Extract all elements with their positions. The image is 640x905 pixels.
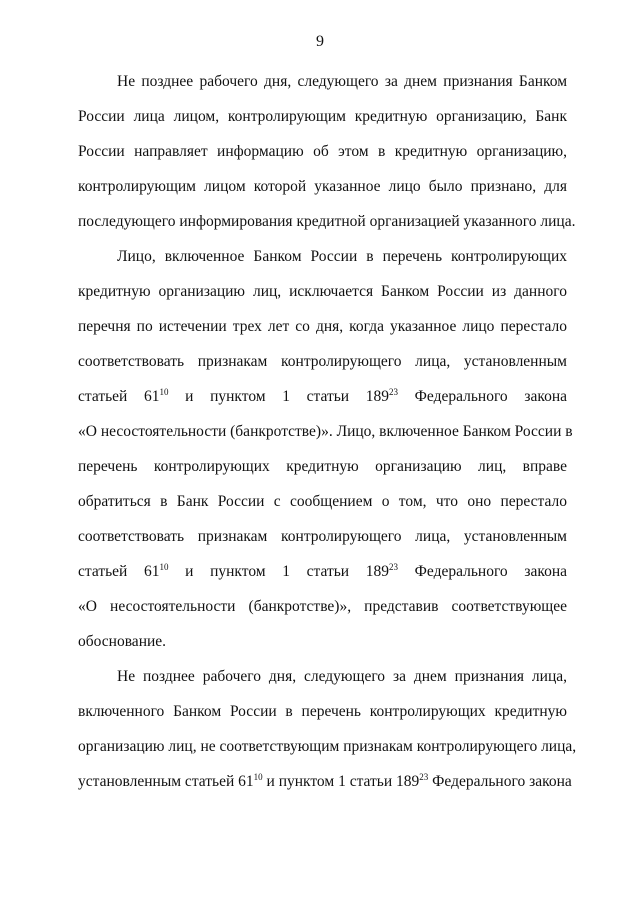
- text-line: обоснование.: [78, 633, 167, 650]
- text-line: России лица лицом, контролирующим кредитную организацию, Банк: [78, 108, 567, 125]
- line-text: установленным статьей 61: [78, 773, 254, 790]
- line-text: и пунктом 1 статьи 189: [168, 563, 389, 580]
- text-line: [78, 387, 567, 407]
- text-line: организацию лиц, не соответствующим признакам контролирующего лица,: [78, 738, 577, 755]
- superscript: 10: [159, 387, 169, 397]
- text-line: Лицо, включенное Банком России в перечень контролирующих: [117, 248, 567, 265]
- superscript: 23: [419, 772, 429, 782]
- line-text: Федерального закона: [398, 563, 567, 580]
- line-text: статьей 61: [78, 388, 160, 405]
- line-text: статьей 61: [78, 563, 160, 580]
- line-text: Федерального закона: [398, 388, 567, 405]
- text-line: «О несостоятельности (банкротстве)», представив соответствующее: [78, 598, 567, 615]
- line-text: Федерального закона: [428, 773, 572, 790]
- page-number: 9: [316, 33, 324, 50]
- text-line: перечень контролирующих кредитную организацию лиц, вправе: [78, 458, 567, 475]
- superscript: 23: [389, 387, 398, 397]
- text-line: «О несостоятельности (банкротстве)». Лицо, включенное Банком России в: [78, 423, 573, 440]
- superscript: 23: [389, 562, 398, 572]
- line-text: и пунктом 1 статьи 189: [168, 388, 389, 405]
- text-line: контролирующим лицом которой указанное лицо было признано, для: [78, 178, 567, 195]
- text-line: кредитную организацию лиц, исключается Банком России из данного: [78, 283, 567, 300]
- text-line: Не позднее рабочего дня, следующего за днем признания Банком: [117, 73, 567, 90]
- line-text: и пунктом 1 статьи 189: [262, 773, 420, 790]
- text-line: [78, 562, 567, 582]
- superscript: 10: [253, 772, 263, 782]
- text-line: Не позднее рабочего дня, следующего за днем признания лица,: [117, 668, 567, 685]
- text-line: обратиться в Банк России с сообщением о том, что оно перестало: [78, 493, 567, 510]
- text-line: перечня по истечении трех лет со дня, когда указанное лицо перестало: [78, 318, 567, 335]
- superscript: 10: [159, 562, 169, 572]
- text-line: России направляет информацию об этом в кредитную организацию,: [78, 143, 567, 160]
- text-line: последующего информирования кредитной организацией указанного лица.: [78, 213, 576, 230]
- text-line: соответствовать признакам контролирующего лица, установленным: [78, 353, 567, 370]
- text-line: включенного Банком России в перечень контролирующих кредитную: [78, 703, 567, 720]
- text-line: [78, 772, 572, 792]
- text-line: соответствовать признакам контролирующего лица, установленным: [78, 528, 567, 545]
